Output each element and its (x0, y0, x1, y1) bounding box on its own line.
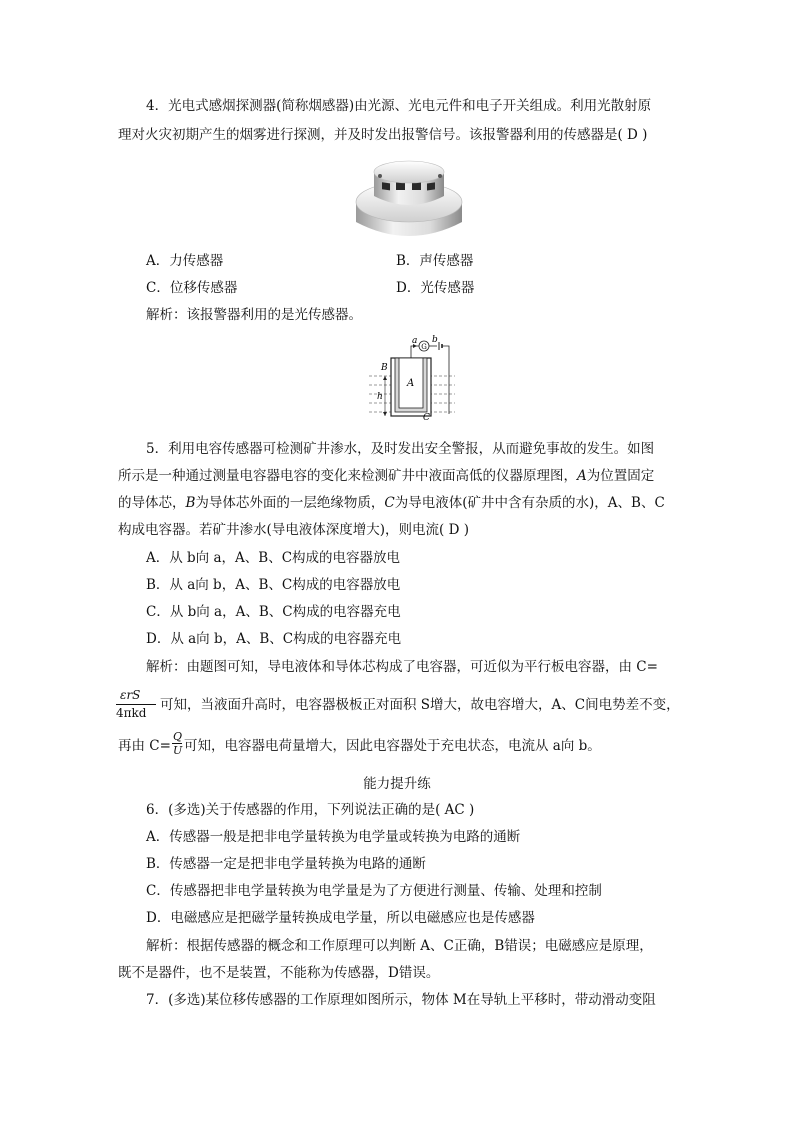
fraction2-denominator: U (173, 744, 183, 757)
q5-analysis-line3-prefix: 再由 C= (118, 738, 171, 754)
q6-option-d: D．电磁感应是把磁学量转换成电学量，所以电磁感应也是传感器 (146, 910, 535, 926)
label-C: C (423, 413, 430, 423)
q6-text-line1: 6．(多选)关于传感器的作用，下列说法正确的是( AC ) (146, 802, 475, 818)
svg-text:G: G (421, 343, 427, 351)
q5-text-line3: 的导体芯，B为导体芯外面的一层绝缘物质，C为导电液体(矿井中含有杂质的水)，A、B、C (118, 495, 665, 511)
q5-analysis-line3: 可知，电容器电荷量增大，因此电容器处于充电状态，电流从 a向 b。 (184, 738, 601, 754)
label-B: B (381, 363, 388, 373)
q7-text-line1: 7．(多选)某位移传感器的工作原理如图所示，物体 M在导轨上平移时，带动滑动变阻 (146, 992, 656, 1008)
q5-analysis-line1: 解析：由题图可知，导电液体和导体芯构成了电容器，可近似为平行板电容器，由 C= (146, 659, 658, 675)
q5-option-b: B．从 a向 b，A、B、C构成的电容器放电 (146, 577, 401, 593)
q5-option-d: D．从 a向 b，A、B、C构成的电容器充电 (146, 631, 402, 647)
q4-option-a: A．力传感器 (146, 253, 224, 269)
label-a: a (412, 336, 418, 346)
capacitor-sensor-diagram (355, 334, 465, 430)
fraction2-numerator: Q (173, 730, 183, 743)
q6-analysis-line1: 解析：根据传感器的概念和工作原理可以判断 A、C正确，B错误；电磁感应是原理， (146, 938, 653, 954)
q4-analysis: 解析：该报警器利用的是光传感器。 (146, 307, 362, 323)
q5-text-line1: 5．利用电容传感器可检测矿井渗水，及时发出安全警报，从而避免事故的发生。如图 (146, 441, 655, 457)
q5-analysis-line2: 可知，当液面升高时，电容器极板正对面积 S增大，故电容增大，A、C间电势差不变， (160, 697, 680, 713)
q6-option-c: C．传感器把非电学量转换为电学量是为了方便进行测量、传输、处理和控制 (146, 883, 602, 899)
q4-option-d: D．光传感器 (396, 280, 475, 296)
q4-option-b: B．声传感器 (396, 253, 474, 269)
label-A: A (407, 378, 415, 389)
q5-option-c: C．从 b向 a，A、B、C构成的电容器充电 (146, 604, 401, 620)
fraction-numerator: εrS (120, 688, 141, 702)
q4-text-line1: 4．光电式感烟探测器(简称烟感器)由光源、光电元件和电子开关组成。利用光散射原 (146, 98, 652, 114)
q4-text-line2: 理对火灾初期产生的烟雾进行探测，并及时发出报警信号。该报警器利用的传感器是( D ) (118, 127, 648, 143)
label-h: h (377, 392, 383, 402)
q4-option-c: C．位移传感器 (146, 280, 238, 296)
label-b: b (432, 335, 438, 345)
fraction-bar (116, 704, 156, 705)
smoke-detector-image (352, 152, 466, 244)
q6-option-b: B．传感器一定是把非电学量转换为电路的通断 (146, 856, 426, 872)
q5-text-line4: 构成电容器。若矿井渗水(导电液体深度增大)，则电流( D ) (118, 522, 469, 538)
q6-analysis-line2: 既不是器件，也不是装置，不能称为传感器，D错误。 (118, 965, 440, 981)
fraction-denominator: 4πkd (116, 706, 147, 720)
q6-option-a: A．传感器一般是把非电学量转换为电学量或转换为电路的通断 (146, 829, 521, 845)
q5-option-a: A．从 b向 a，A、B、C构成的电容器放电 (146, 550, 401, 566)
q5-text-line2: 所示是一种通过测量电容器电容的变化来检测矿井中液面高低的仪器原理图，A为位置固定 (118, 468, 655, 484)
section-title: 能力提升练 (363, 776, 431, 792)
